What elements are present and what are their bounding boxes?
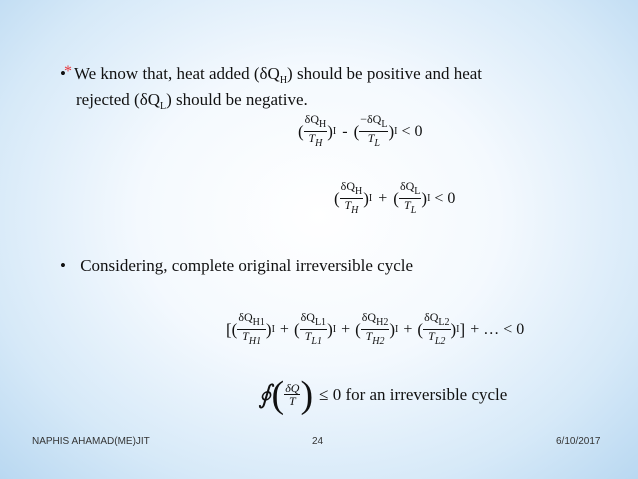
fraction: $\frac{\delta Q_{H2}}{T_{H2}}$ [361, 310, 389, 347]
fraction: $\frac{\delta Q_H}{T_H}$ [340, 179, 363, 216]
contour-integral-icon: ∮ [258, 380, 272, 409]
fraction: $\frac{\delta Q_L}{T_L}$ [399, 179, 421, 216]
equation-1: ( $\frac{\delta Q_H}{T_H}$ ) I - ( $\frac{-\delta Q_L}{T_L}$ ) I < 0 [298, 112, 423, 149]
sub-h: H [279, 75, 288, 86]
star-icon: * [63, 63, 72, 80]
fraction: $\frac{\delta Q_{H1}}{T_{H1}}$ [238, 310, 265, 347]
bullet-1 [60, 64, 580, 116]
fraction: $\frac{-\delta Q_L}{T_L}$ [360, 112, 388, 149]
equation-3: [ ( $\frac{\delta Q_{H1}}{T_{H1}}$ ) I + ( $\frac{\delta Q_{L1}}{T_{L1}}$ ) I + ( $\frac{\delta Q_{H2}}{T_{H2}}$ ) I + ( $\frac{\delta Q_{L2}}{T_{L2}}$ ) I ] + … < 0 [226, 310, 525, 347]
bullet-marker: • [60, 64, 66, 83]
fraction: $\frac{\delta Q_H}{T_H}$ [304, 112, 327, 149]
equation-2: ( $\frac{\delta Q_H}{T_H}$ ) I + ( $\frac{\delta Q_L}{T_L}$ ) I < 0 [334, 179, 456, 216]
fraction: $\frac{\delta Q_{L2}}{T_{L2}}$ [424, 310, 450, 347]
bullet-1-line1b: ) should be positive and heat [287, 64, 483, 83]
bullet-1-line2b: ) should be negative. [166, 90, 308, 109]
footer-date: 6/10/2017 [556, 436, 601, 447]
footer-author: NAPHIS AHAMAD(ME)JIT [32, 436, 150, 447]
fraction: $\frac{\delta Q}{T}$ [285, 381, 300, 408]
bullet-1-line2: rejected (δQ [76, 90, 160, 109]
bullet-2-text: Considering, complete original irreversible cycle [80, 256, 414, 275]
fraction: $\frac{\delta Q_{L1}}{T_{L1}}$ [300, 310, 327, 347]
footer-page-number: 24 [312, 436, 324, 447]
sub-l: L [160, 101, 167, 112]
bullet-2 [60, 256, 413, 275]
bullet-marker: • [60, 256, 66, 275]
bullet-1-line1: We know that, heat added (δQ [73, 64, 280, 83]
equation-4: ∮ ( $\frac{\delta Q}{T}$ ) ≤ 0 for an irreversible cycle [258, 374, 508, 416]
